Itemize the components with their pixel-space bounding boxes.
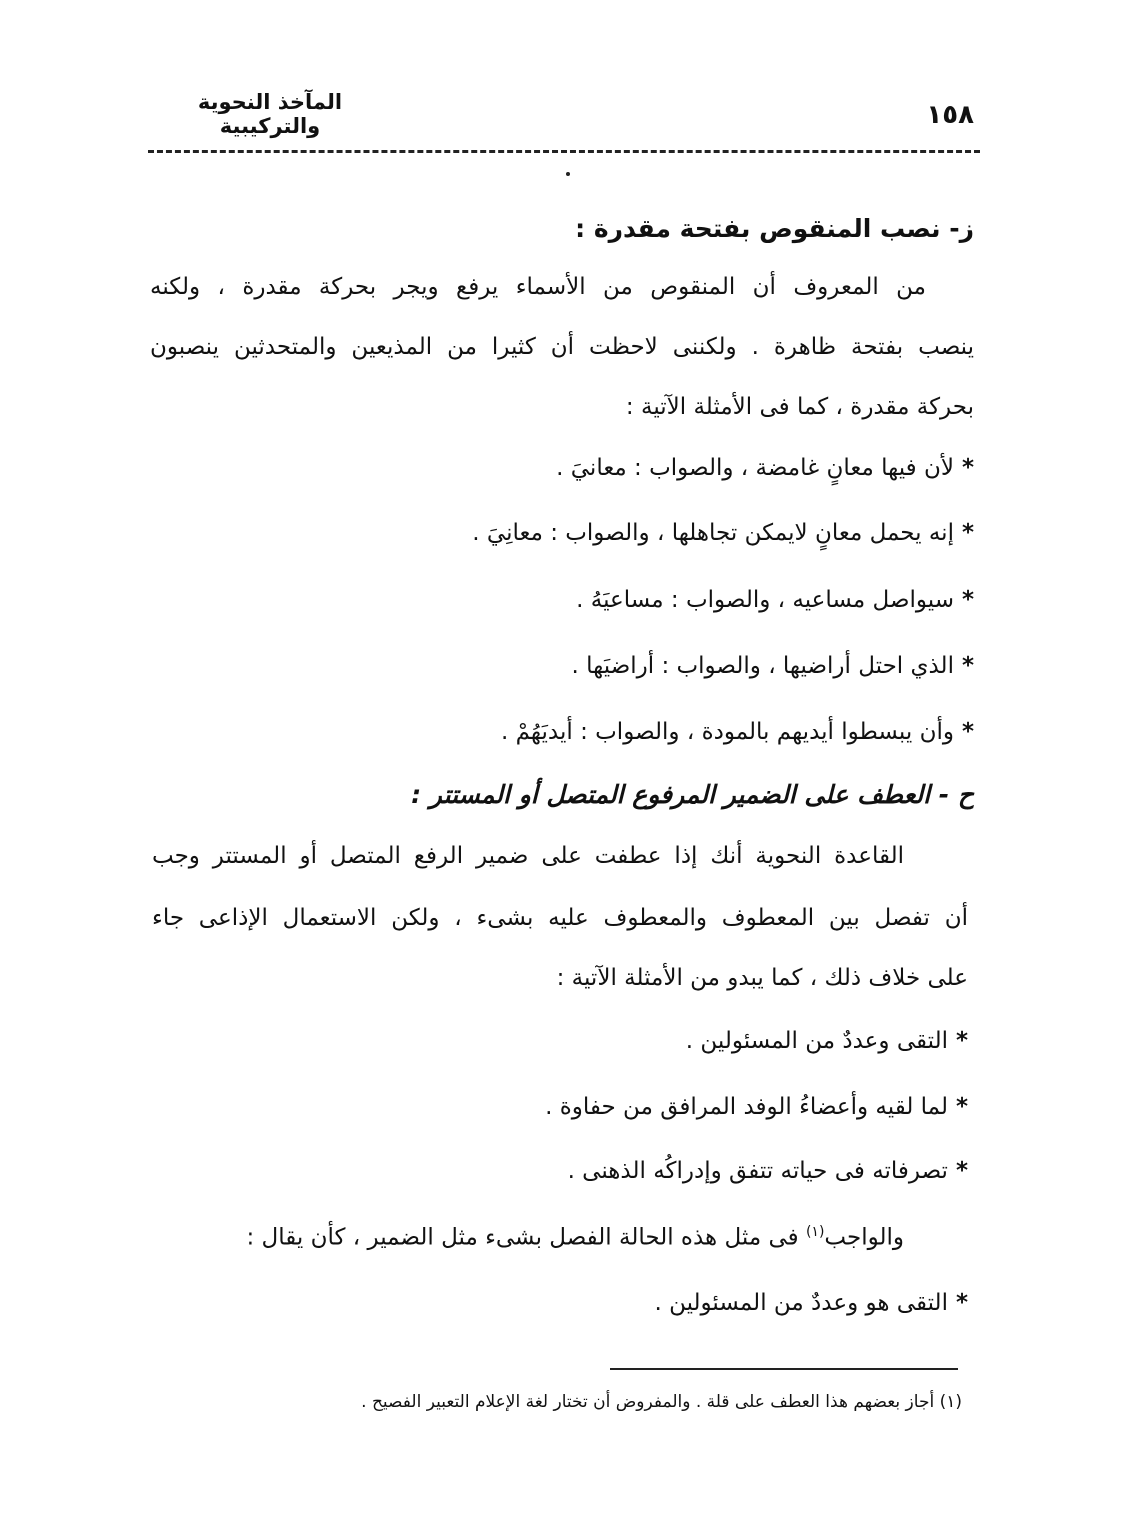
footnote: (١) أجاز بعضهم هذا العطف على قلة . والمفروض أن تختار لغة الإعلام التعبير الفصيح . [361,1392,962,1412]
bullet-star: * [961,520,974,546]
paragraph-line: القاعدة النحوية أنك إذا عطفت على ضمير الرفع المتصل أو المستتر وجب [152,843,904,869]
note-after-text: فى مثل هذه الحالة الفصل بشىء مثل الضمير ، كأن يقال : [246,1224,806,1251]
bullet-star: * [961,653,974,679]
note-paragraph [246,1224,904,1251]
example-item [654,1290,968,1316]
running-header-title: المآخذ النحوية والتركيبية [197,90,343,138]
example-item [568,1158,968,1184]
paragraph-line: من المعروف أن المنقوص من الأسماء يرفع ويجر بحركة مقدرة ، ولكنه [150,274,926,300]
bullet-star: * [961,587,974,613]
example-item [572,653,974,679]
speck [566,172,570,176]
example-text: التقى هو وعددٌ من المسئولين . [654,1290,948,1316]
header-divider [148,150,980,153]
bullet-star: * [961,719,974,745]
example-text: الذي احتل أراضيها ، والصواب : أراضيَها . [571,653,954,679]
bullet-star: * [955,1028,968,1054]
bullet-star: * [955,1290,968,1316]
section-heading-h: ح - العطف على الضمير المرفوع المتصل أو المستتر : [411,780,974,809]
example-text: تصرفاته فى حياته تتفق وإدراكُه الذهنى . [567,1158,948,1184]
example-text: لأن فيها معانٍ غامضة ، والصواب : معانيَ . [556,455,954,481]
example-item [686,1028,968,1054]
example-text: التقى وعددٌ من المسئولين . [685,1028,948,1054]
paragraph-line: بحركة مقدرة ، كما فى الأمثلة الآتية : [625,394,974,420]
bullet-star: * [955,1094,968,1120]
page-number: ١٥٨ [926,100,974,130]
example-item [576,587,974,613]
example-text: سيواصل مساعيه ، والصواب : مساعيَهُ . [576,587,954,613]
example-item [501,719,974,745]
example-item [472,520,974,546]
paragraph-line: أن تفصل بين المعطوف والمعطوف عليه بشىء ، ولكن الاستعمال الإذاعى جاء [152,905,968,931]
section-heading-z: ز- نصب المنقوص بفتحة مقدرة : [575,214,974,243]
note-before-text: والواجب [824,1224,904,1251]
paragraph-line: ينصب بفتحة ظاهرة . ولكننى لاحظت أن كثيرا من المذيعين والمتحدثين ينصبون [150,334,974,360]
example-item [545,1094,968,1120]
example-text: لما لقيه وأعضاءُ الوفد المرافق من حفاوة . [545,1094,948,1120]
example-text: وأن يبسطوا أيديهم بالمودة ، والصواب : أيديَهُمْ . [500,719,954,745]
bullet-star: * [955,1158,968,1184]
example-item [556,455,974,481]
footnote-marker[interactable]: (١) [805,1224,825,1240]
example-text: إنه يحمل معانٍ لايمكن تجاهلها ، والصواب : معانِيَ . [472,520,954,546]
paragraph-line: على خلاف ذلك ، كما يبدو من الأمثلة الآتية : [556,965,968,991]
bullet-star: * [961,455,974,481]
footnote-divider [610,1368,958,1370]
